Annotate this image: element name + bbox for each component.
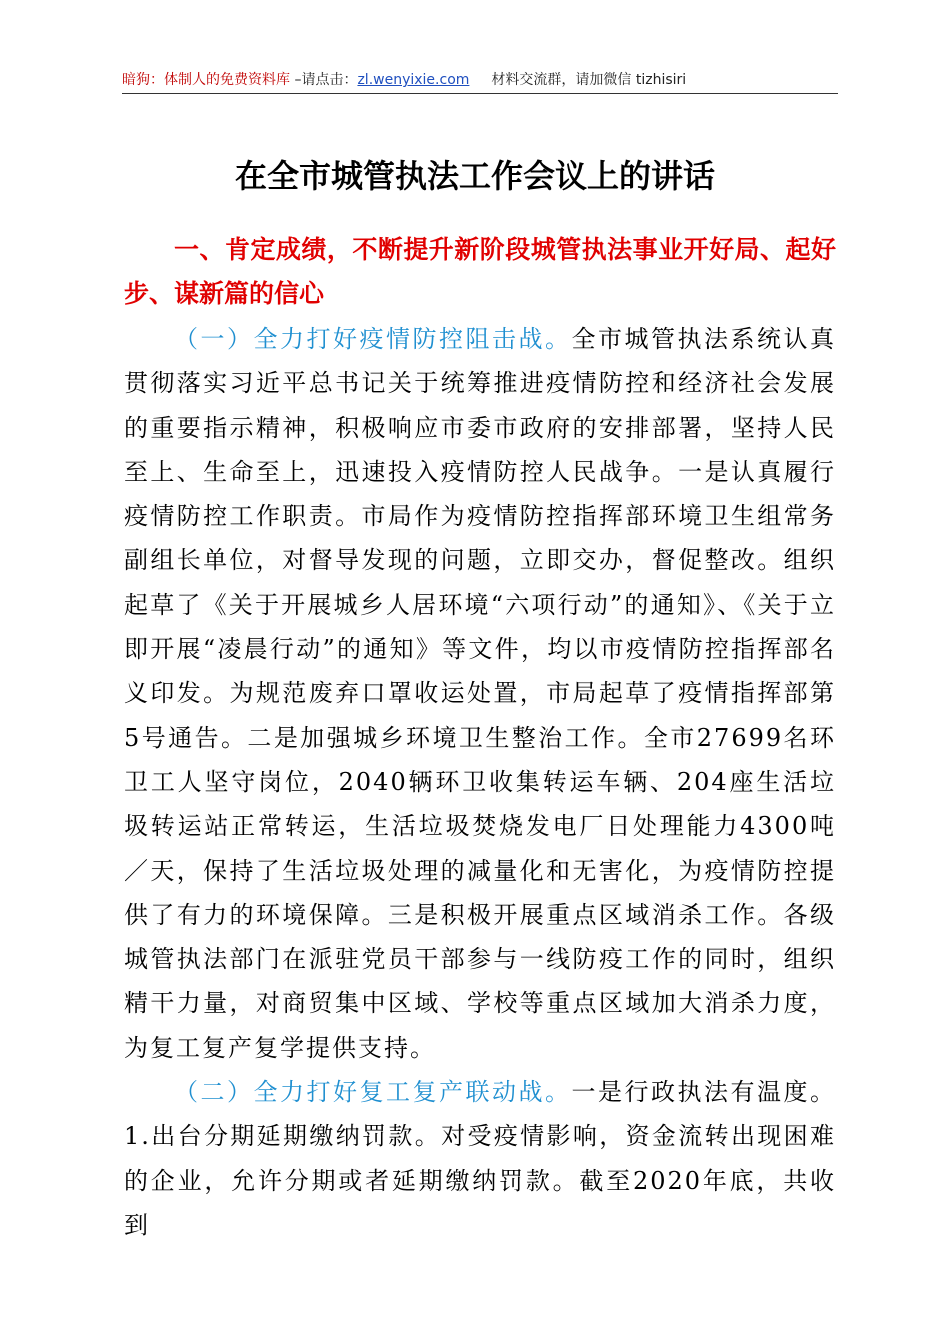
document-body: [124, 317, 836, 1247]
subsection-heading: （二）全力打好复工复产联动战。: [174, 1078, 572, 1107]
header-link[interactable]: zl.wenyixie.com: [357, 72, 470, 88]
header-divider: [122, 93, 838, 94]
paragraph-text: 一是行政执法有温度。1.出台分期延期缴纳罚款。对受疫情影响，资金流转出现困难的企业，允许分期或者延期缴纳罚款。截至2020年底，共收到: [124, 1078, 836, 1239]
paragraph: [124, 317, 836, 1070]
header-click-prefix: –请点击：: [290, 72, 358, 88]
header-contact: 材料交流群，请加微信 tizhisiri: [491, 72, 687, 88]
paragraph: [124, 1070, 836, 1247]
page-header: [122, 68, 838, 92]
section-heading: 一、肯定成绩，不断提升新阶段城管执法事业开好局、起好步、谋新篇的信心: [124, 235, 836, 308]
document-title: 在全市城管执法工作会议上的讲话: [234, 157, 715, 195]
subsection-heading: （一）全力打好疫情防控阻击战。: [174, 325, 572, 353]
paragraph-text: 全市城管执法系统认真贯彻落实习近平总书记关于统筹推进疫情防控和经济社会发展的重要指示精神，积极响应市委市政府的安排部署，坚持人民至上、生命至上，迅速投入疫情防控人民战争。一是认真履行疫情防控工作职责。市局作为疫情防控指挥部环境卫生组常务副组长单位，对督导发现的问题，立即交办，督促整改。组织起草了《关于开展城乡人居环境“六项行动”的通知》、《关于立即开展“凌晨行动”的通知》等文件，均以市疫情防控指挥部名义印发。为规范废弃口罩收运处置，市局起草了疫情指挥部第5号通告。二是加强城乡环境卫生整治工作。全市27699名环卫工人坚守岗位，2040辆环卫收集转运车辆、204座生活垃圾转运站正常转运，生活垃圾焚烧发电厂日处理能力4300吨／天，保持了生活垃圾处理的减量化和无害化，为疫情防控提供了有力的环境保障。三是积极开展重点区域消杀工作。各级城管执法部门在派驻党员干部参与一线防疫工作的同时，组织精干力量，对商贸集中区域、学校等重点区域加大消杀力度，为复工复产复学提供支持。: [124, 325, 836, 1062]
header-promo: 暗狗：体制人的免费资料库: [122, 72, 290, 88]
